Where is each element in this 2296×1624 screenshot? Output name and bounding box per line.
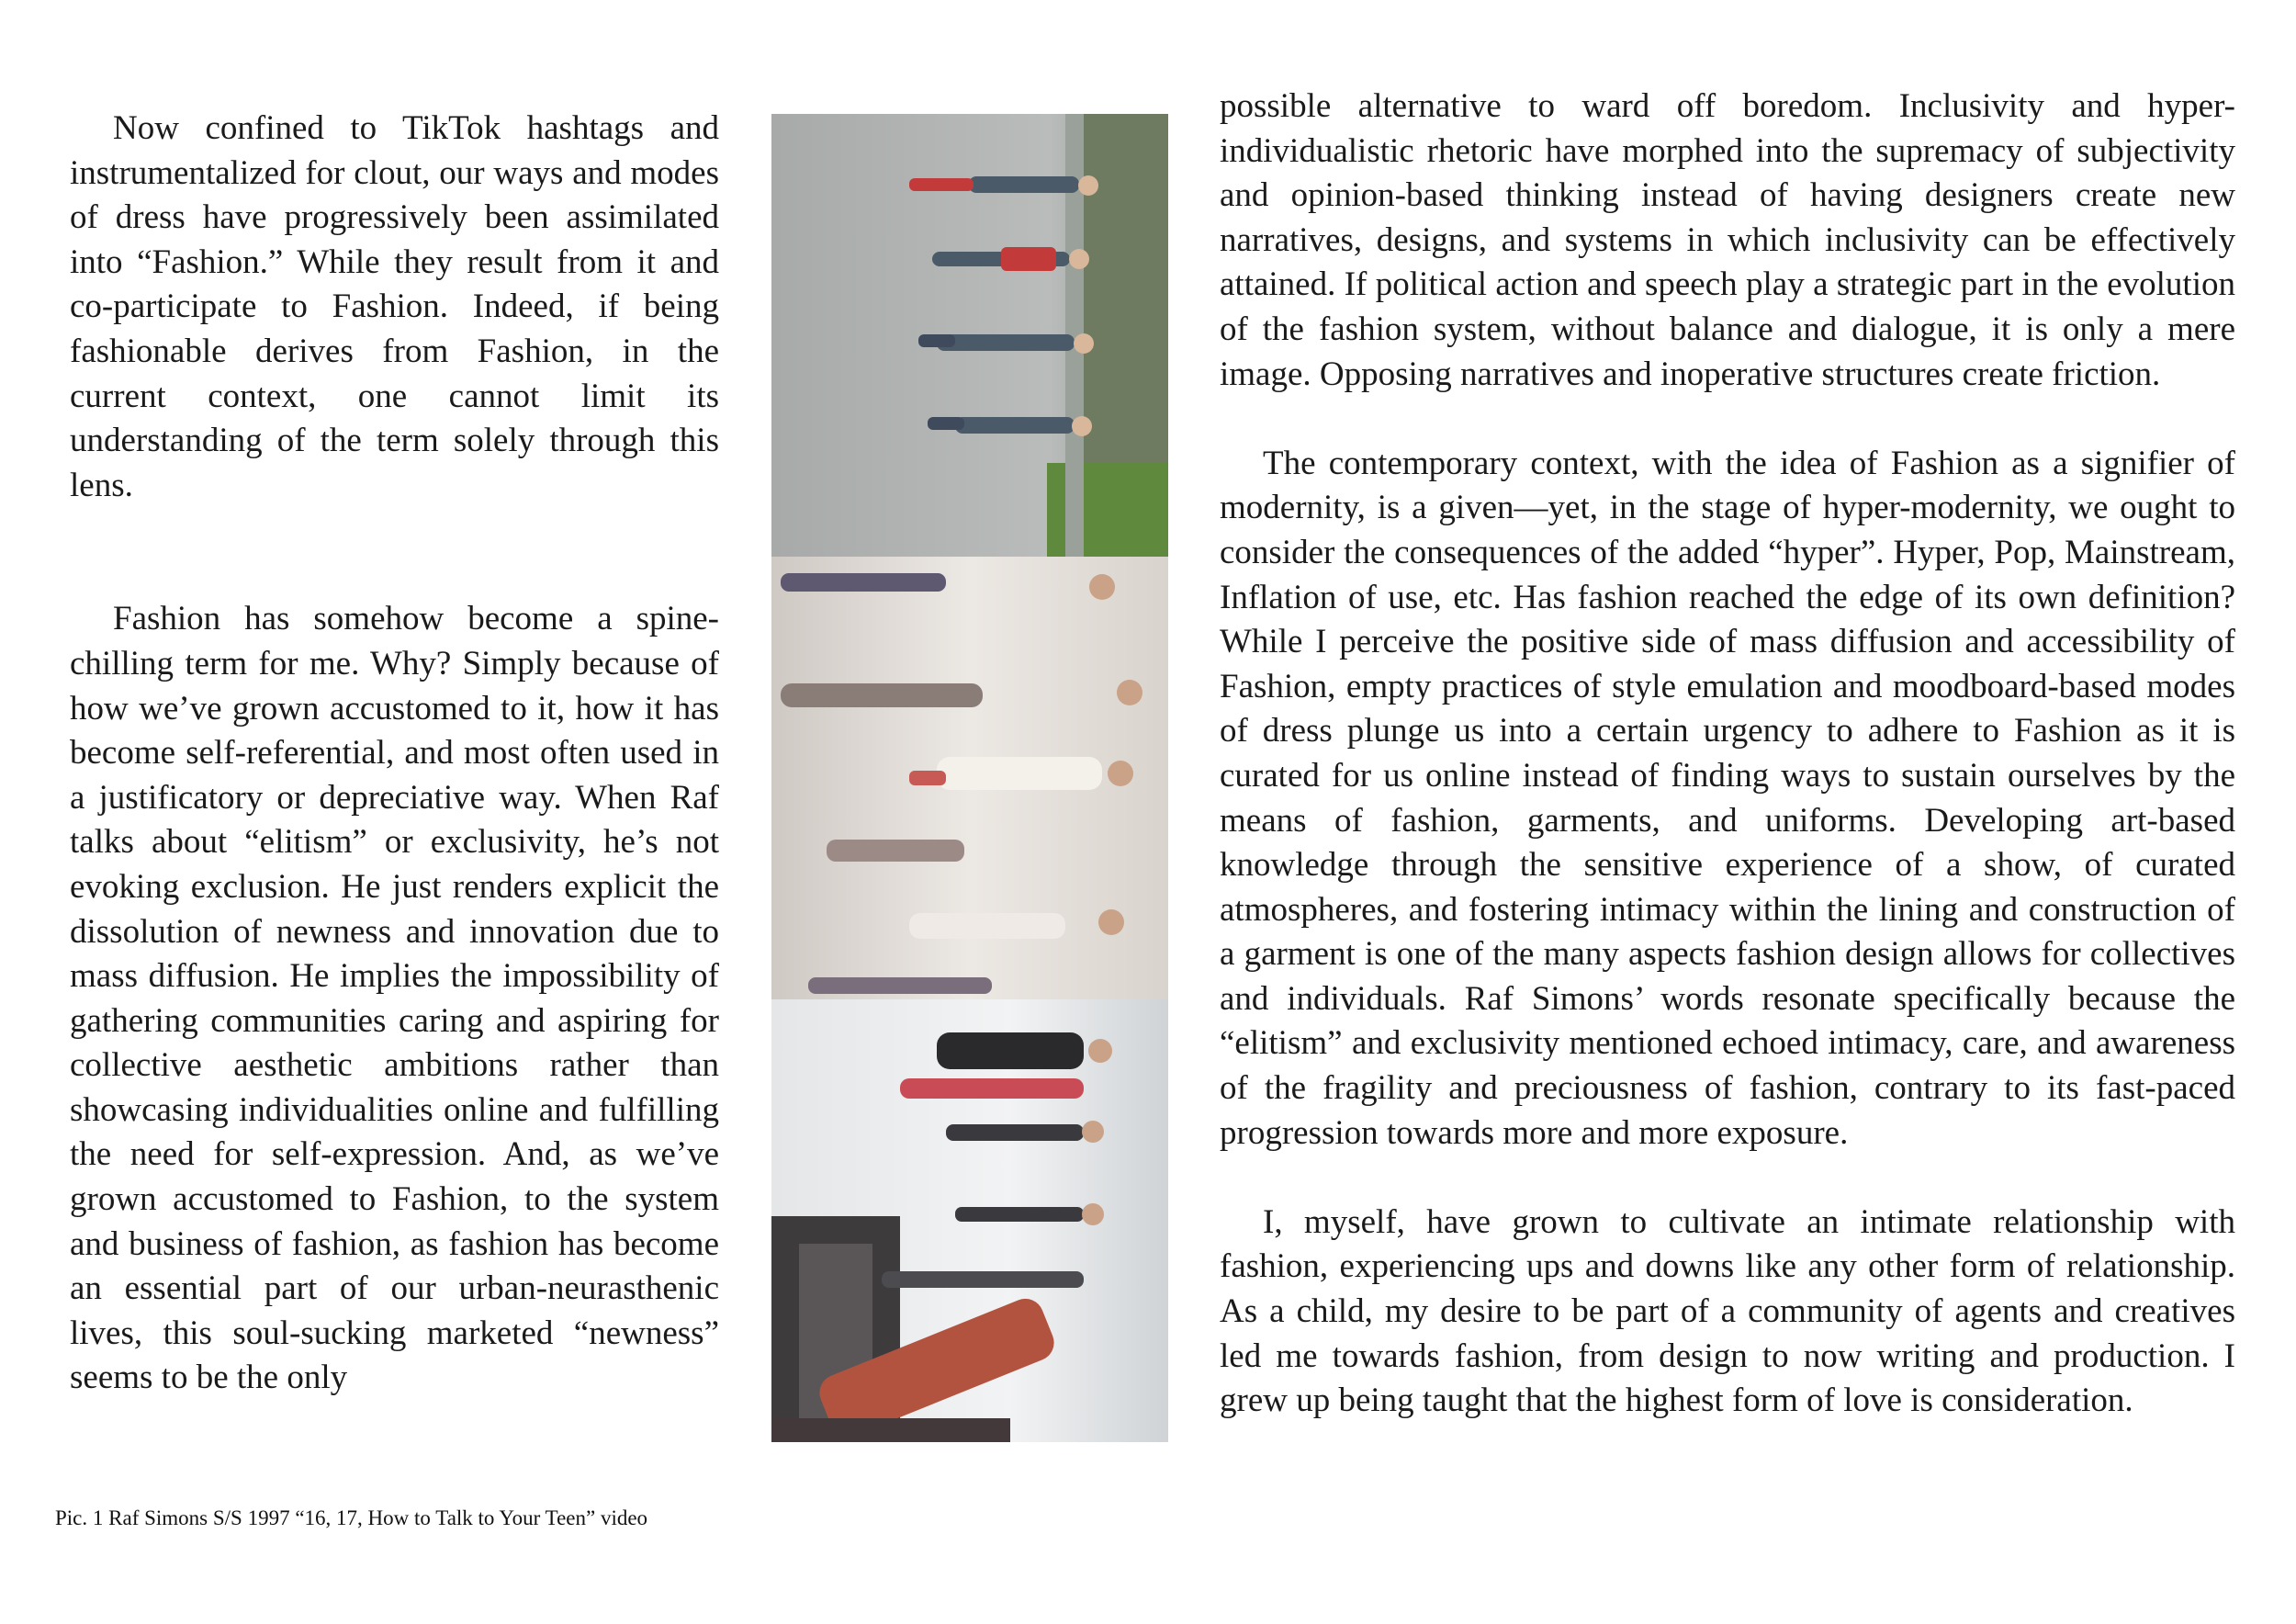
photo-panel-studio — [771, 557, 1168, 999]
left-paragraph-2: Fashion has somehow become a spine-chilling term for me. Why? Simply because of how we’ve grown accustomed to it, how it has become self-referential, and most often used in a justificatory or depreciative way. When Raf talks about “elitism” or exclusivity, he’s not evoking exclusion. He just renders explicit the dissolution of newness and innovation due to mass diffusion. He implies the impossibility of gathering communities caring and aspiring for collective aesthetic ambitions rather than showcasing individualities online and fulfilling the need for self-expression. And, as we’ve grown accustomed to Fashion, to the system and business of fashion, as fashion has become an essential part of our urban-neurasthenic lives, this soul-sucking marketed “newness” seems to be the only — [70, 600, 719, 1397]
right-text-column — [1220, 85, 2235, 1424]
right-paragraph-2: The contemporary context, with the idea of Fashion as a signifier of modernity, is a given—yet, in the stage of hyper-modernity, we ought to consider the consequences of the added “hyper”. Hyper, Pop, Mainstream, Inflation of use, etc. Has fashion reached the edge of its own definition? While I perceive the positive side of mass diffusion and accessibility of Fashion, empty practices of style emulation and moodboard-based modes of dress plunge us into a certain urgency to adhere to Fashion as it is curated for us online instead of finding ways to sustain ourselves by the means of fashion, garments, and uniforms. Developing art-based knowledge through the sensitive experience of a show, of curated atmospheres, and fostering intimacy within the lining and construction of a garment is one of the many aspects fashion design allows for collectives and individuals. Raf Simons’ words resonate specifically because the “elitism” and exclusivity mentioned echoed intimacy, care, and awareness of the fragility and preciousness of fashion, contrary to its fast-paced progression towards more and more exposure. — [1220, 444, 2235, 1152]
photo-panel-road — [771, 114, 1168, 557]
left-paragraph-1: Now confined to TikTok hashtags and instrumentalized for clout, our ways and modes of dress have progressively been assimilated into “Fashion.” While they result from it and co-participate to Fashion. Indeed, if being fashionable derives from Fashion, in the current context, one cannot limit its understanding of the term solely through this lens. — [70, 109, 719, 504]
photo-strip-image — [771, 114, 1168, 1442]
left-text-column — [70, 107, 719, 1401]
photo-panel-street — [771, 999, 1168, 1442]
right-paragraph-3: I, myself, have grown to cultivate an intimate relationship with fashion, experiencing ups and downs like any other form of relationship. As a child, my desire to be part of a community of agents and creatives led me towards fashion, from design to now writing and production. I grew up being taught that the highest form of love is consideration. — [1220, 1202, 2235, 1420]
image-caption: Pic. 1 Raf Simons S/S 1997 “16, 17, How to Talk to Your Teen” video — [55, 1506, 648, 1529]
right-paragraph-1: possible alternative to ward off boredom. Inclusivity and hyper-individualistic rhetoric have morphed into the supremacy of subjectivity and opinion-based thinking instead of having designers create new narratives, designs, and systems in which inclusivity can be effectively attained. If political action and speech play a strategic part in the evolution of the fashion system, without balance and dialogue, it is only a mere image. Opposing narratives and inoperative structures create friction. — [1220, 87, 2235, 393]
